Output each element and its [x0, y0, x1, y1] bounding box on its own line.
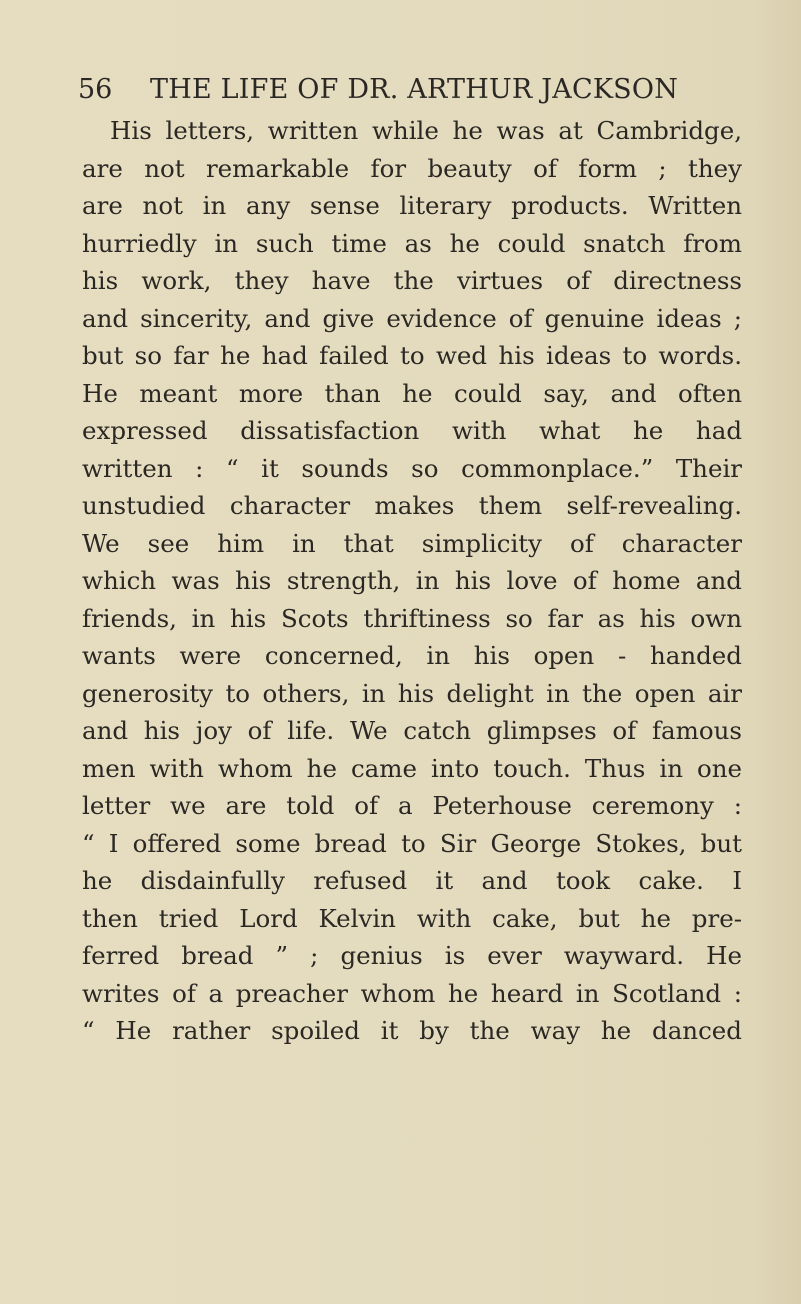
text-line: “ I offered some bread to Sir George Stokes, but	[82, 828, 742, 858]
text-line: and his joy of life. We catch glimpses of famous	[82, 716, 742, 745]
text-line: generosity to others, in his delight in the open air	[82, 678, 742, 708]
text-line: His letters, written while he was at Cambridge,	[110, 116, 742, 145]
text-line: writes of a preacher whom he heard in Scotland :	[82, 978, 742, 1008]
text-line: are not in any sense literary products. Written	[82, 191, 742, 220]
text-line: ferred bread ” ; genius is ever wayward. He	[82, 941, 742, 970]
text-line: but so far he had failed to wed his ideas to words.	[82, 341, 742, 370]
text-line: are not remarkable for beauty of form ; they	[82, 153, 742, 183]
text-line: hurriedly in such time as he could snatch from	[82, 228, 742, 258]
body-paragraph	[82, 112, 742, 1050]
text-line: He meant more than he could say, and often	[82, 378, 742, 408]
text-line: We see him in that simplicity of character	[82, 528, 742, 558]
text-line: friends, in his Scots thriftiness so far as his own	[82, 603, 742, 633]
text-line: letter we are told of a Peterhouse ceremony :	[82, 791, 742, 820]
page-header	[78, 70, 758, 110]
text-line: and sincerity, and give evidence of genuine ideas ;	[82, 303, 742, 333]
text-line: written : “ it sounds so commonplace.” Their	[82, 453, 742, 483]
text-line: which was his strength, in his love of home and	[82, 566, 742, 595]
text-line: wants were concerned, in his open - handed	[82, 641, 742, 670]
text-line: men with whom he came into touch. Thus in one	[82, 753, 742, 783]
text-line: unstudied character makes them self-revealing.	[82, 491, 742, 520]
text-line: then tried Lord Kelvin with cake, but he pre-	[82, 903, 742, 933]
text-line: his work, they have the virtues of directness	[82, 266, 742, 295]
text-line: he disdainfully refused it and took cake. I	[82, 866, 742, 895]
text-line: “ He rather spoiled it by the way he danced	[82, 1016, 742, 1045]
running-head: THE LIFE OF DR. ARTHUR JACKSON	[150, 74, 679, 105]
text-line: expressed dissatisfaction with what he had	[82, 416, 742, 445]
page-number: 56	[78, 74, 113, 105]
